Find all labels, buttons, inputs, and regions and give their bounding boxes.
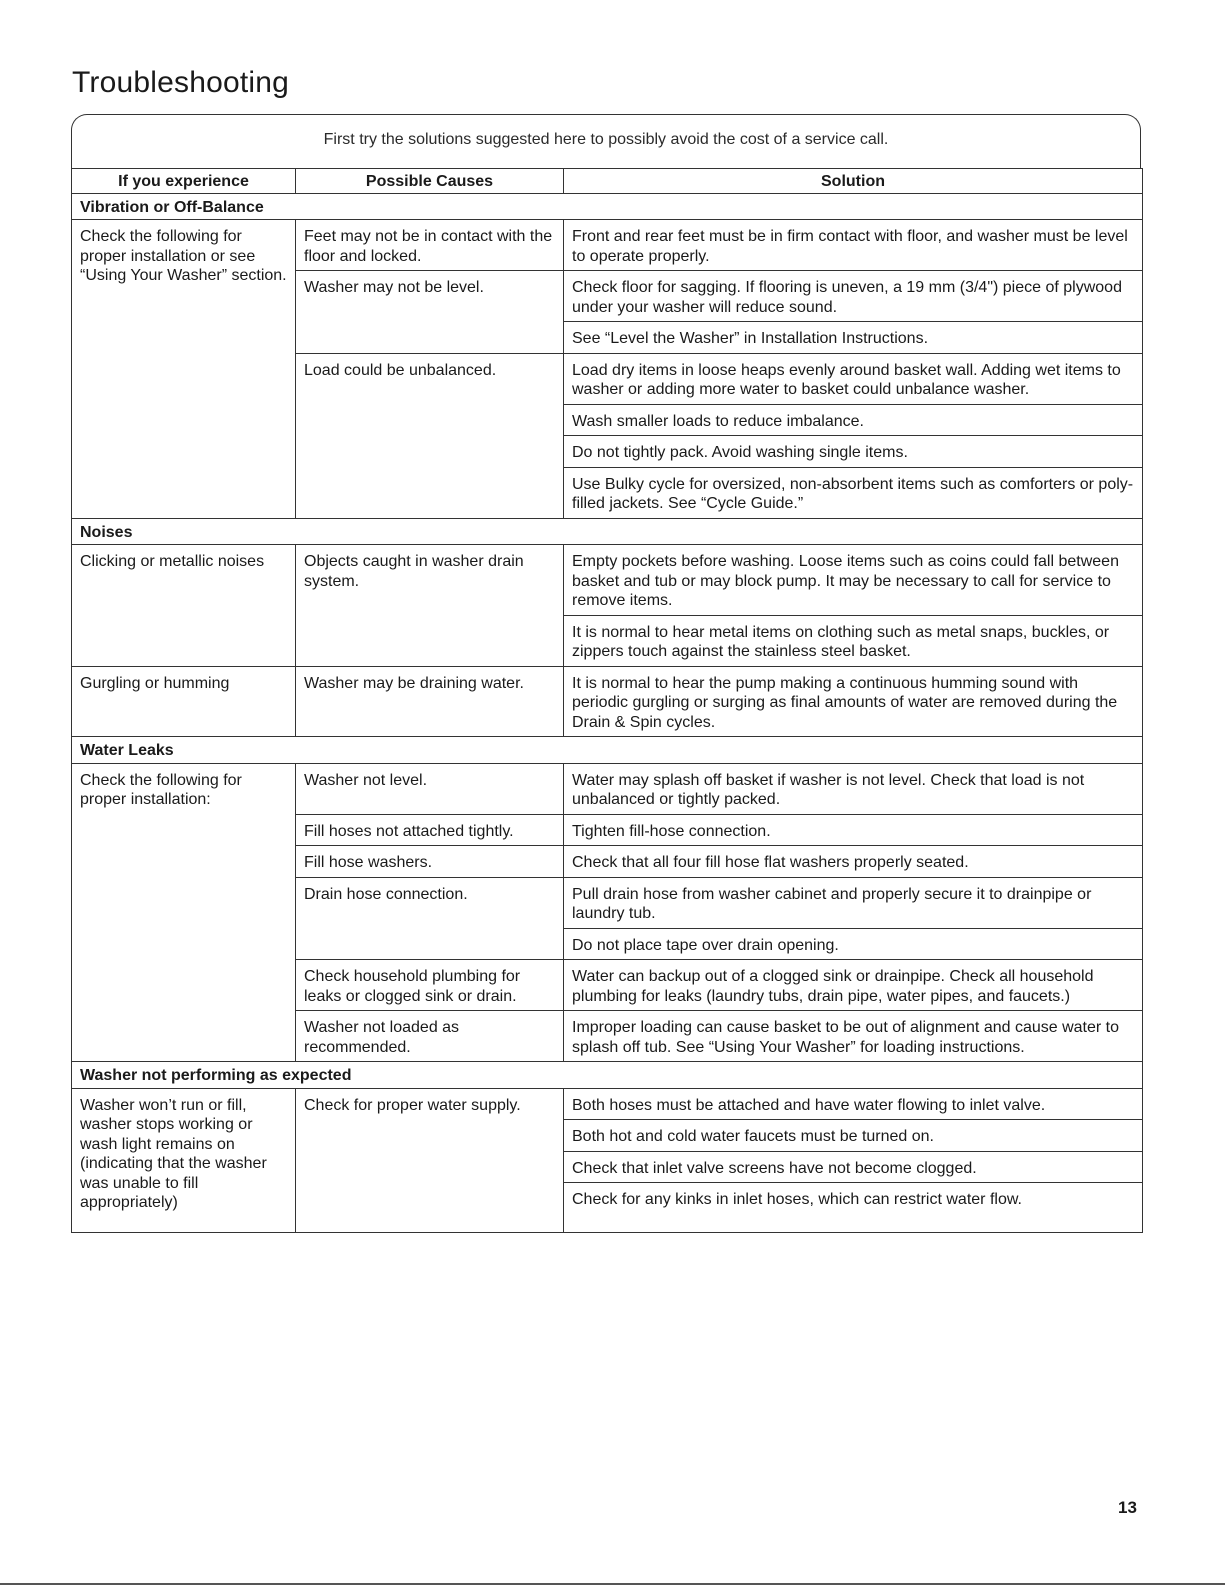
solution-cell: Tighten fill-hose connection. <box>564 814 1143 846</box>
solution-cell: Use Bulky cycle for oversized, non-absorbent items such as comforters or poly-filled jackets. See “Cycle Guide.” <box>564 467 1143 518</box>
cause-cell: Washer may be draining water. <box>296 666 564 737</box>
problem-cell: Clicking or metallic noises <box>72 545 296 667</box>
cause-cell: Check for proper water supply. <box>296 1088 564 1232</box>
section-row <box>72 1062 1143 1089</box>
section-title: Vibration or Off-Balance <box>72 193 1143 220</box>
cause-cell: Fill hose washers. <box>296 846 564 878</box>
troubleshooting-table <box>71 168 1143 1233</box>
intro-text: First try the solutions suggested here to possibly avoid the cost of a service call. <box>323 131 889 148</box>
cause-cell: Washer not loaded as recommended. <box>296 1011 564 1062</box>
solution-cell: Check that all four fill hose flat washers properly seated. <box>564 846 1143 878</box>
header-experience: If you experience <box>72 169 296 194</box>
solution-cell: Front and rear feet must be in firm contact with floor, and washer must be level to operate properly. <box>564 220 1143 271</box>
header-solution: Solution <box>564 169 1143 194</box>
solution-cell: It is normal to hear metal items on clothing such as metal snaps, buckles, or zippers touch against the stainless steel basket. <box>564 615 1143 666</box>
problem-cell: Check the following for proper installation or see “Using Your Washer” section. <box>72 220 296 519</box>
solution-cell: See “Level the Washer” in Installation Instructions. <box>564 322 1143 354</box>
solution-cell: Check that inlet valve screens have not become clogged. <box>564 1151 1143 1183</box>
solution-cell: Empty pockets before washing. Loose items such as coins could fall between basket and tub or may block pump. It may be necessary to call for service to remove items. <box>564 545 1143 616</box>
cause-cell: Fill hoses not attached tightly. <box>296 814 564 846</box>
section-row <box>72 518 1143 545</box>
table-row <box>72 545 1143 616</box>
solution-cell: Do not place tape over drain opening. <box>564 928 1143 960</box>
section-title: Water Leaks <box>72 737 1143 764</box>
table-row <box>72 1088 1143 1120</box>
cause-cell: Objects caught in washer drain system. <box>296 545 564 667</box>
section-row <box>72 737 1143 764</box>
cause-cell: Washer not level. <box>296 763 564 814</box>
cause-cell: Drain hose connection. <box>296 877 564 960</box>
table-row <box>72 220 1143 271</box>
header-row <box>72 169 1143 194</box>
cause-cell: Washer may not be level. <box>296 271 564 354</box>
section-row <box>72 193 1143 220</box>
solution-cell: Wash smaller loads to reduce imbalance. <box>564 404 1143 436</box>
cause-cell: Load could be unbalanced. <box>296 353 564 518</box>
solution-cell: Check for any kinks in inlet hoses, which can restrict water flow. <box>564 1183 1143 1233</box>
solution-cell: Check floor for sagging. If flooring is uneven, a 19 mm (3/4") piece of plywood under your washer will reduce sound. <box>564 271 1143 322</box>
solution-cell: Do not tightly pack. Avoid washing single items. <box>564 436 1143 468</box>
solution-cell: Both hoses must be attached and have water flowing to inlet valve. <box>564 1088 1143 1120</box>
solution-cell: Pull drain hose from washer cabinet and properly secure it to drainpipe or laundry tub. <box>564 877 1143 928</box>
intro-frame <box>71 114 1141 168</box>
solution-cell: Improper loading can cause basket to be out of alignment and cause water to splash off tub. See “Using Your Washer” for loading instructions. <box>564 1011 1143 1062</box>
section-title: Noises <box>72 518 1143 545</box>
problem-cell: Gurgling or humming <box>72 666 296 737</box>
cause-cell: Feet may not be in contact with the floor and locked. <box>296 220 564 271</box>
table-row <box>72 666 1143 737</box>
page-number: 13 <box>1118 1498 1137 1517</box>
solution-cell: It is normal to hear the pump making a continuous humming sound with periodic gurgling or surging as final amounts of water are removed during the Drain & Spin cycles. <box>564 666 1143 737</box>
solution-cell: Water can backup out of a clogged sink or drainpipe. Check all household plumbing for leaks (laundry tubs, drain pipe, water pipes, and faucets.) <box>564 960 1143 1011</box>
page-title: Troubleshooting <box>72 66 290 99</box>
solution-cell: Water may splash off basket if washer is not level. Check that load is not unbalanced or tightly packed. <box>564 763 1143 814</box>
solution-cell: Both hot and cold water faucets must be turned on. <box>564 1120 1143 1152</box>
problem-cell: Check the following for proper installation: <box>72 763 296 1062</box>
header-causes: Possible Causes <box>296 169 564 194</box>
problem-cell: Washer won’t run or fill, washer stops working or wash light remains on (indicating that the washer was unable to fill appropriately) <box>72 1088 296 1232</box>
cause-cell: Check household plumbing for leaks or clogged sink or drain. <box>296 960 564 1011</box>
solution-cell: Load dry items in loose heaps evenly around basket wall. Adding wet items to washer or adding more water to basket could unbalance washer. <box>564 353 1143 404</box>
section-title: Washer not performing as expected <box>72 1062 1143 1089</box>
table-row <box>72 763 1143 814</box>
